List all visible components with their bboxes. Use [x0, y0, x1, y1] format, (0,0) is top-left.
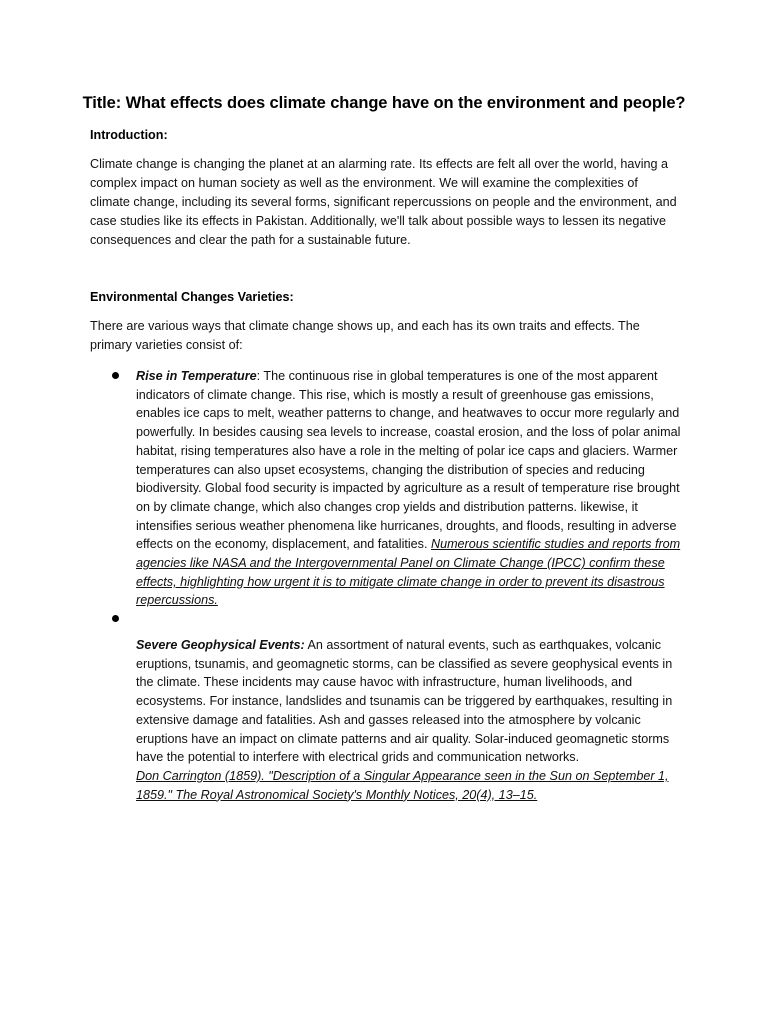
varieties-paragraph: There are various ways that climate change shows up, and each has its own traits and effects. The primary varieties consist of: — [90, 319, 640, 352]
bullet-term-suffix: : — [256, 369, 261, 383]
bullet-term: Rise in Temperature — [136, 369, 257, 383]
bullet-citation: Numerous scientific studies and reports from agencies like NASA and the Intergovernmental Panel on Climate Change (IPCC) confirm these effects, highlighting how urgent it is to mitigate climate change in order to prevent its disastrous repercussions. — [136, 537, 681, 608]
bullet-citation: Don Carrington (1859). "Description of a Singular Appearance seen in the Sun on September 1, 1859." The Royal Astronomical Society's Monthly Notices, 20(4), 13–15. — [136, 768, 669, 802]
introduction-heading: Introduction: — [90, 128, 168, 142]
bullet-severe-geophysical-events — [136, 636, 684, 804]
document-title: Title: What effects does climate change have on the environment and people? — [82, 94, 686, 112]
bullet-rise-in-temperature — [136, 367, 684, 610]
bullet-term: Severe Geophysical Events: — [136, 638, 305, 652]
bullet-dot — [112, 615, 119, 622]
bullet-dot — [112, 372, 119, 379]
bullet-text: An assortment of natural events, such as earthquakes, volcanic eruptions, tsunamis, and geomagnetic storms, can be classified as severe geophysical events in the climate. These incidents may cause havoc with infrastructure, human livelihoods, and ecosystems. For instance, landslides and tsunamis can be triggered by earthquakes, resulting in extensive damage and fatalities. Ash and gasses released into the atmosphere by volcanic eruptions have an impact on climate patterns and air quality. Solar-induced geomagnetic storms have the potential to interfere with electrical grids and communication networks. — [136, 638, 673, 765]
bullet-text: The continuous rise in global temperatures is one of the most apparent indicators of climate change. This rise, which is mostly a result of greenhouse gas emissions, enables ice caps to melt, weather patterns to change, and heatwaves to occur more regularly and powerfully. In besides causing sea levels to increase, coastal erosion, and the loss of polar animal habitat, rising temperatures also have a role in the melting of polar ice caps and glaciers. Warmer temperatures can also upset ecosystems, changing the distribution of species and reducing biodiversity. Global food security is impacted by agriculture as a result of temperature rise brought on by climate change, which also changes crop yields and distribution patterns. likewise, it intensifies serious weather phenomena like hurricanes, droughts, and floods, resulting in adverse effects on the economy, displacement, and fatalities. — [136, 369, 681, 552]
varieties-heading: Environmental Changes Varieties: — [90, 290, 294, 304]
introduction-paragraph: Climate change is changing the planet at an alarming rate. Its effects are felt all over the world, having a complex impact on human society as well as the environment. We will examine the complexities of climate change, including its several forms, significant repercussions on people and the environment, and case studies like its effects in Pakistan. Additionally, we'll talk about possible ways to lessen its negative consequences and clear the path for a sustainable future. — [90, 157, 677, 247]
